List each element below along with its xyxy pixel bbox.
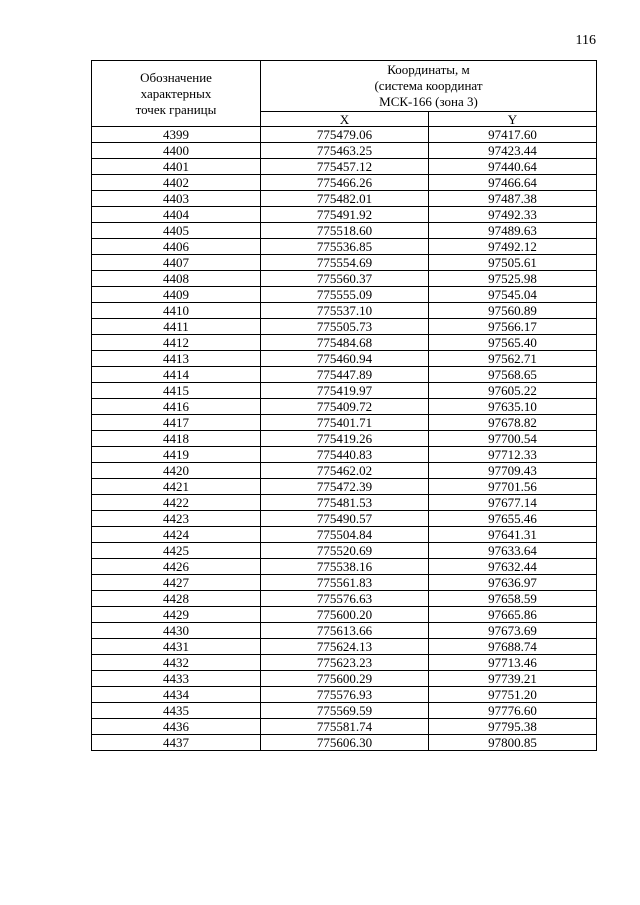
point-id-cell: 4411 [92,319,261,335]
y-coordinate-cell: 97655.46 [429,511,597,527]
y-coordinate-cell: 97739.21 [429,671,597,687]
y-coordinate-cell: 97635.10 [429,399,597,415]
point-id-cell: 4401 [92,159,261,175]
x-coordinate-cell: 775409.72 [261,399,429,415]
table-row [92,559,597,575]
y-coordinate-cell: 97525.98 [429,271,597,287]
table-row [92,655,597,671]
point-id-cell: 4417 [92,415,261,431]
table-row [92,191,597,207]
table-row [92,479,597,495]
y-coordinate-cell: 97641.31 [429,527,597,543]
x-coordinate-cell: 775569.59 [261,703,429,719]
x-coordinate-cell: 775479.06 [261,127,429,143]
y-coordinate-cell: 97751.20 [429,687,597,703]
point-id-cell: 4412 [92,335,261,351]
point-id-cell: 4407 [92,255,261,271]
x-coordinate-cell: 775554.69 [261,255,429,271]
table-row [92,719,597,735]
header-y: Y [429,112,597,127]
header-designation-line: Обозначение [140,69,212,85]
table-row [92,703,597,719]
y-coordinate-cell: 97658.59 [429,591,597,607]
x-coordinate-cell: 775537.10 [261,303,429,319]
table-row [92,335,597,351]
y-coordinate-cell: 97795.38 [429,719,597,735]
table-row [92,575,597,591]
x-coordinate-cell: 775600.29 [261,671,429,687]
y-coordinate-cell: 97440.64 [429,159,597,175]
x-coordinate-cell: 775555.09 [261,287,429,303]
point-id-cell: 4434 [92,687,261,703]
point-id-cell: 4431 [92,639,261,655]
table-row [92,463,597,479]
point-id-cell: 4432 [92,655,261,671]
point-id-cell: 4425 [92,543,261,559]
point-id-cell: 4414 [92,367,261,383]
x-coordinate-cell: 775490.57 [261,511,429,527]
point-id-cell: 4400 [92,143,261,159]
x-coordinate-cell: 775561.83 [261,575,429,591]
x-coordinate-cell: 775505.73 [261,319,429,335]
y-coordinate-cell: 97678.82 [429,415,597,431]
x-coordinate-cell: 775520.69 [261,543,429,559]
header-point-designation [92,61,261,127]
x-coordinate-cell: 775484.68 [261,335,429,351]
point-id-cell: 4427 [92,575,261,591]
table-row [92,271,597,287]
point-id-cell: 4420 [92,463,261,479]
page-number: 116 [575,33,596,48]
y-coordinate-cell: 97665.86 [429,607,597,623]
table-row [92,623,597,639]
point-id-cell: 4436 [92,719,261,735]
table-row [92,159,597,175]
x-coordinate-cell: 775504.84 [261,527,429,543]
header-coordinates-line: (система координат [374,78,483,93]
x-coordinate-cell: 775401.71 [261,415,429,431]
point-id-cell: 4423 [92,511,261,527]
point-id-cell: 4410 [92,303,261,319]
header-coordinates [261,61,597,112]
x-coordinate-cell: 775518.60 [261,223,429,239]
y-coordinate-cell: 97492.33 [429,207,597,223]
x-coordinate-cell: 775606.30 [261,735,429,751]
point-id-cell: 4424 [92,527,261,543]
y-coordinate-cell: 97417.60 [429,127,597,143]
point-id-cell: 4399 [92,127,261,143]
table-row [92,639,597,655]
table-row [92,511,597,527]
x-coordinate-cell: 775462.02 [261,463,429,479]
x-coordinate-cell: 775472.39 [261,479,429,495]
y-coordinate-cell: 97605.22 [429,383,597,399]
point-id-cell: 4408 [92,271,261,287]
point-id-cell: 4429 [92,607,261,623]
table-row [92,543,597,559]
x-coordinate-cell: 775538.16 [261,559,429,575]
y-coordinate-cell: 97489.63 [429,223,597,239]
y-coordinate-cell: 97565.40 [429,335,597,351]
y-coordinate-cell: 97505.61 [429,255,597,271]
table-row [92,591,597,607]
point-id-cell: 4409 [92,287,261,303]
point-id-cell: 4406 [92,239,261,255]
point-id-cell: 4428 [92,591,261,607]
y-coordinate-cell: 97632.44 [429,559,597,575]
table-row [92,735,597,751]
table-body [92,127,597,751]
table-row [92,687,597,703]
x-coordinate-cell: 775457.12 [261,159,429,175]
y-coordinate-cell: 97562.71 [429,351,597,367]
y-coordinate-cell: 97566.17 [429,319,597,335]
y-coordinate-cell: 97636.97 [429,575,597,591]
table-row [92,431,597,447]
header-x: X [261,112,429,127]
point-id-cell: 4403 [92,191,261,207]
point-id-cell: 4404 [92,207,261,223]
table-row [92,127,597,143]
table-row [92,495,597,511]
table-row [92,351,597,367]
table-row [92,415,597,431]
point-id-cell: 4421 [92,479,261,495]
y-coordinate-cell: 97423.44 [429,143,597,159]
x-coordinate-cell: 775482.01 [261,191,429,207]
table-row [92,319,597,335]
table-row [92,527,597,543]
x-coordinate-cell: 775481.53 [261,495,429,511]
x-coordinate-cell: 775491.92 [261,207,429,223]
y-coordinate-cell: 97560.89 [429,303,597,319]
table-row [92,303,597,319]
table-row [92,383,597,399]
point-id-cell: 4405 [92,223,261,239]
y-coordinate-cell: 97466.64 [429,175,597,191]
x-coordinate-cell: 775463.25 [261,143,429,159]
point-id-cell: 4437 [92,735,261,751]
x-coordinate-cell: 775560.37 [261,271,429,287]
table-row [92,287,597,303]
x-coordinate-cell: 775536.85 [261,239,429,255]
point-id-cell: 4402 [92,175,261,191]
x-coordinate-cell: 775600.20 [261,607,429,623]
point-id-cell: 4419 [92,447,261,463]
table-row [92,207,597,223]
table-row [92,223,597,239]
point-id-cell: 4430 [92,623,261,639]
table-row [92,447,597,463]
y-coordinate-cell: 97673.69 [429,623,597,639]
y-coordinate-cell: 97713.46 [429,655,597,671]
point-id-cell: 4413 [92,351,261,367]
point-id-cell: 4433 [92,671,261,687]
table-row [92,175,597,191]
y-coordinate-cell: 97568.65 [429,367,597,383]
x-coordinate-cell: 775623.23 [261,655,429,671]
x-coordinate-cell: 775576.63 [261,591,429,607]
x-coordinate-cell: 775466.26 [261,175,429,191]
y-coordinate-cell: 97800.85 [429,735,597,751]
point-id-cell: 4418 [92,431,261,447]
y-coordinate-cell: 97633.64 [429,543,597,559]
y-coordinate-cell: 97709.43 [429,463,597,479]
x-coordinate-cell: 775624.13 [261,639,429,655]
point-id-cell: 4426 [92,559,261,575]
point-id-cell: 4415 [92,383,261,399]
point-id-cell: 4422 [92,495,261,511]
y-coordinate-cell: 97700.54 [429,431,597,447]
x-coordinate-cell: 775440.83 [261,447,429,463]
x-coordinate-cell: 775613.66 [261,623,429,639]
y-coordinate-cell: 97688.74 [429,639,597,655]
x-coordinate-cell: 775576.93 [261,687,429,703]
point-id-cell: 4435 [92,703,261,719]
table-row [92,399,597,415]
y-coordinate-cell: 97545.04 [429,287,597,303]
point-id-cell: 4416 [92,399,261,415]
table-row [92,255,597,271]
y-coordinate-cell: 97487.38 [429,191,597,207]
y-coordinate-cell: 97677.14 [429,495,597,511]
header-coordinates-line: МСК-166 (зона 3) [379,94,478,109]
table-row [92,367,597,383]
header-designation-line: точек границы [135,101,217,117]
table-row [92,671,597,687]
y-coordinate-cell: 97712.33 [429,447,597,463]
x-coordinate-cell: 775581.74 [261,719,429,735]
y-coordinate-cell: 97776.60 [429,703,597,719]
table-row [92,143,597,159]
x-coordinate-cell: 775419.97 [261,383,429,399]
y-coordinate-cell: 97492.12 [429,239,597,255]
table-header [92,61,597,127]
header-coordinates-line: Координаты, м [387,62,470,77]
coordinates-table [91,60,597,751]
x-coordinate-cell: 775447.89 [261,367,429,383]
x-coordinate-cell: 775419.26 [261,431,429,447]
y-coordinate-cell: 97701.56 [429,479,597,495]
header-designation-line: характерных [140,85,212,101]
table-row [92,239,597,255]
table-row [92,607,597,623]
x-coordinate-cell: 775460.94 [261,351,429,367]
